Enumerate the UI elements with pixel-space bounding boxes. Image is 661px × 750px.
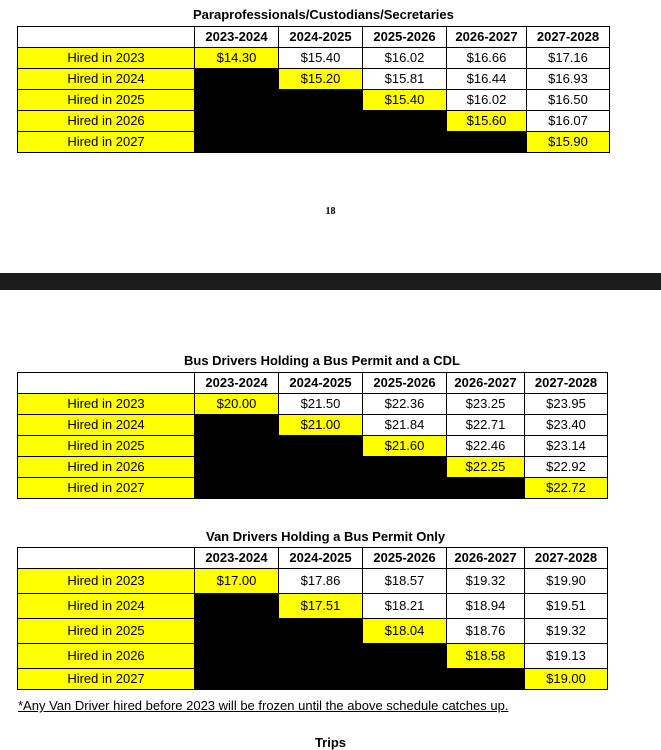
wage-cell-start: $22.72 (525, 478, 608, 499)
empty-cell (363, 644, 447, 669)
wage-cell: $21.50 (279, 394, 363, 415)
row-label: Hired in 2025 (18, 619, 195, 644)
wage-cell-start: $20.00 (195, 394, 279, 415)
year-header: 2026-2027 (447, 548, 525, 569)
year-header: 2023-2024 (195, 373, 279, 394)
wage-cell: $18.57 (363, 569, 447, 594)
table-header-row (18, 27, 610, 48)
empty-cell (279, 619, 363, 644)
empty-cell (195, 594, 279, 619)
wage-cell: $23.14 (525, 436, 608, 457)
wage-cell-start: $15.60 (447, 111, 527, 132)
row-label: Hired in 2024 (18, 594, 195, 619)
table-row (18, 69, 610, 90)
wage-cell-start: $18.04 (363, 619, 447, 644)
row-label: Hired in 2024 (18, 69, 195, 90)
table-header-row (18, 373, 608, 394)
table-row (18, 90, 610, 111)
empty-cell (195, 436, 279, 457)
year-header: 2024-2025 (279, 27, 363, 48)
row-label: Hired in 2027 (18, 669, 195, 690)
wage-cell: $17.86 (279, 569, 363, 594)
empty-cell (279, 111, 363, 132)
year-header: 2027-2028 (525, 548, 608, 569)
empty-cell (279, 436, 363, 457)
year-header: 2023-2024 (195, 548, 279, 569)
salary-table-van-drivers (17, 547, 608, 690)
empty-cell (195, 69, 279, 90)
wage-cell: $22.92 (525, 457, 608, 478)
table-row (18, 669, 608, 690)
wage-cell: $18.94 (447, 594, 525, 619)
table-title-van-drivers: Van Drivers Holding a Bus Permit Only (206, 529, 446, 544)
empty-cell (363, 457, 447, 478)
table-row (18, 644, 608, 669)
empty-cell (195, 415, 279, 436)
year-header: 2027-2028 (527, 27, 610, 48)
row-label: Hired in 2025 (18, 90, 195, 111)
year-header: 2025-2026 (363, 27, 447, 48)
wage-cell-start: $21.60 (363, 436, 447, 457)
empty-cell (279, 669, 363, 690)
empty-cell (279, 478, 363, 499)
table-title-paraprofessionals: Paraprofessionals/Custodians/Secretaries (193, 7, 454, 22)
row-label: Hired in 2025 (18, 436, 195, 457)
wage-cell-start: $18.58 (447, 644, 525, 669)
year-header: 2027-2028 (525, 373, 608, 394)
row-label: Hired in 2026 (18, 111, 195, 132)
page-divider (0, 273, 661, 290)
wage-cell: $18.21 (363, 594, 447, 619)
page-number: 18 (325, 206, 336, 217)
header-corner-cell (18, 548, 195, 569)
wage-cell: $16.66 (447, 48, 527, 69)
empty-cell (447, 478, 525, 499)
wage-cell: $21.84 (363, 415, 447, 436)
wage-cell-start: $15.40 (363, 90, 447, 111)
wage-cell: $16.02 (363, 48, 447, 69)
empty-cell (195, 457, 279, 478)
wage-cell-start: $15.90 (527, 132, 610, 153)
empty-cell (195, 669, 279, 690)
wage-cell-start: $21.00 (279, 415, 363, 436)
table-row (18, 415, 608, 436)
empty-cell (363, 669, 447, 690)
table-title-bus-drivers: Bus Drivers Holding a Bus Permit and a CDL (184, 353, 460, 368)
year-header: 2024-2025 (279, 548, 363, 569)
wage-cell: $23.95 (525, 394, 608, 415)
footnote: *Any Van Driver hired before 2023 will be frozen until the above schedule catches up. (18, 698, 509, 713)
table-row (18, 132, 610, 153)
wage-cell: $19.51 (525, 594, 608, 619)
year-header: 2025-2026 (363, 548, 447, 569)
row-label: Hired in 2023 (18, 394, 195, 415)
row-label: Hired in 2027 (18, 132, 195, 153)
empty-cell (195, 132, 279, 153)
wage-cell: $19.32 (525, 619, 608, 644)
table-row (18, 457, 608, 478)
year-header: 2024-2025 (279, 373, 363, 394)
header-corner-cell (18, 373, 195, 394)
wage-cell: $23.25 (447, 394, 525, 415)
year-header: 2026-2027 (447, 27, 527, 48)
wage-cell: $16.93 (527, 69, 610, 90)
row-label: Hired in 2026 (18, 644, 195, 669)
table-row (18, 594, 608, 619)
table-header-row (18, 548, 608, 569)
table-row (18, 569, 608, 594)
year-header: 2025-2026 (363, 373, 447, 394)
empty-cell (447, 132, 527, 153)
wage-cell: $22.36 (363, 394, 447, 415)
empty-cell (363, 111, 447, 132)
wage-cell: $17.16 (527, 48, 610, 69)
empty-cell (195, 644, 279, 669)
wage-cell: $15.40 (279, 48, 363, 69)
wage-cell-start: $22.25 (447, 457, 525, 478)
year-header: 2023-2024 (195, 27, 279, 48)
wage-cell: $22.46 (447, 436, 525, 457)
wage-cell: $19.13 (525, 644, 608, 669)
row-label: Hired in 2023 (18, 48, 195, 69)
row-label: Hired in 2023 (18, 569, 195, 594)
wage-cell-start: $14.30 (195, 48, 279, 69)
wage-cell: $22.71 (447, 415, 525, 436)
table-row (18, 394, 608, 415)
empty-cell (195, 90, 279, 111)
wage-cell-start: $17.51 (279, 594, 363, 619)
empty-cell (195, 111, 279, 132)
year-header: 2026-2027 (447, 373, 525, 394)
table-row (18, 436, 608, 457)
wage-cell: $19.32 (447, 569, 525, 594)
empty-cell (279, 90, 363, 111)
empty-cell (447, 669, 525, 690)
table-row (18, 48, 610, 69)
table-row (18, 111, 610, 132)
empty-cell (195, 619, 279, 644)
wage-cell-start: $15.20 (279, 69, 363, 90)
wage-cell: $16.02 (447, 90, 527, 111)
wage-cell: $23.40 (525, 415, 608, 436)
table-row (18, 619, 608, 644)
wage-cell: $16.07 (527, 111, 610, 132)
empty-cell (195, 478, 279, 499)
empty-cell (363, 478, 447, 499)
wage-cell: $15.81 (363, 69, 447, 90)
wage-cell: $16.50 (527, 90, 610, 111)
empty-cell (363, 132, 447, 153)
header-corner-cell (18, 27, 195, 48)
wage-cell-start: $17.00 (195, 569, 279, 594)
empty-cell (279, 132, 363, 153)
salary-table-bus-drivers (17, 372, 608, 499)
row-label: Hired in 2027 (18, 478, 195, 499)
salary-table-paraprofessionals (17, 26, 610, 153)
wage-cell: $16.44 (447, 69, 527, 90)
row-label: Hired in 2024 (18, 415, 195, 436)
wage-cell-start: $19.00 (525, 669, 608, 690)
wage-cell: $19.90 (525, 569, 608, 594)
table-row (18, 478, 608, 499)
empty-cell (279, 457, 363, 478)
section-heading-trips: Trips (314, 735, 347, 750)
row-label: Hired in 2026 (18, 457, 195, 478)
wage-cell: $18.76 (447, 619, 525, 644)
empty-cell (279, 644, 363, 669)
